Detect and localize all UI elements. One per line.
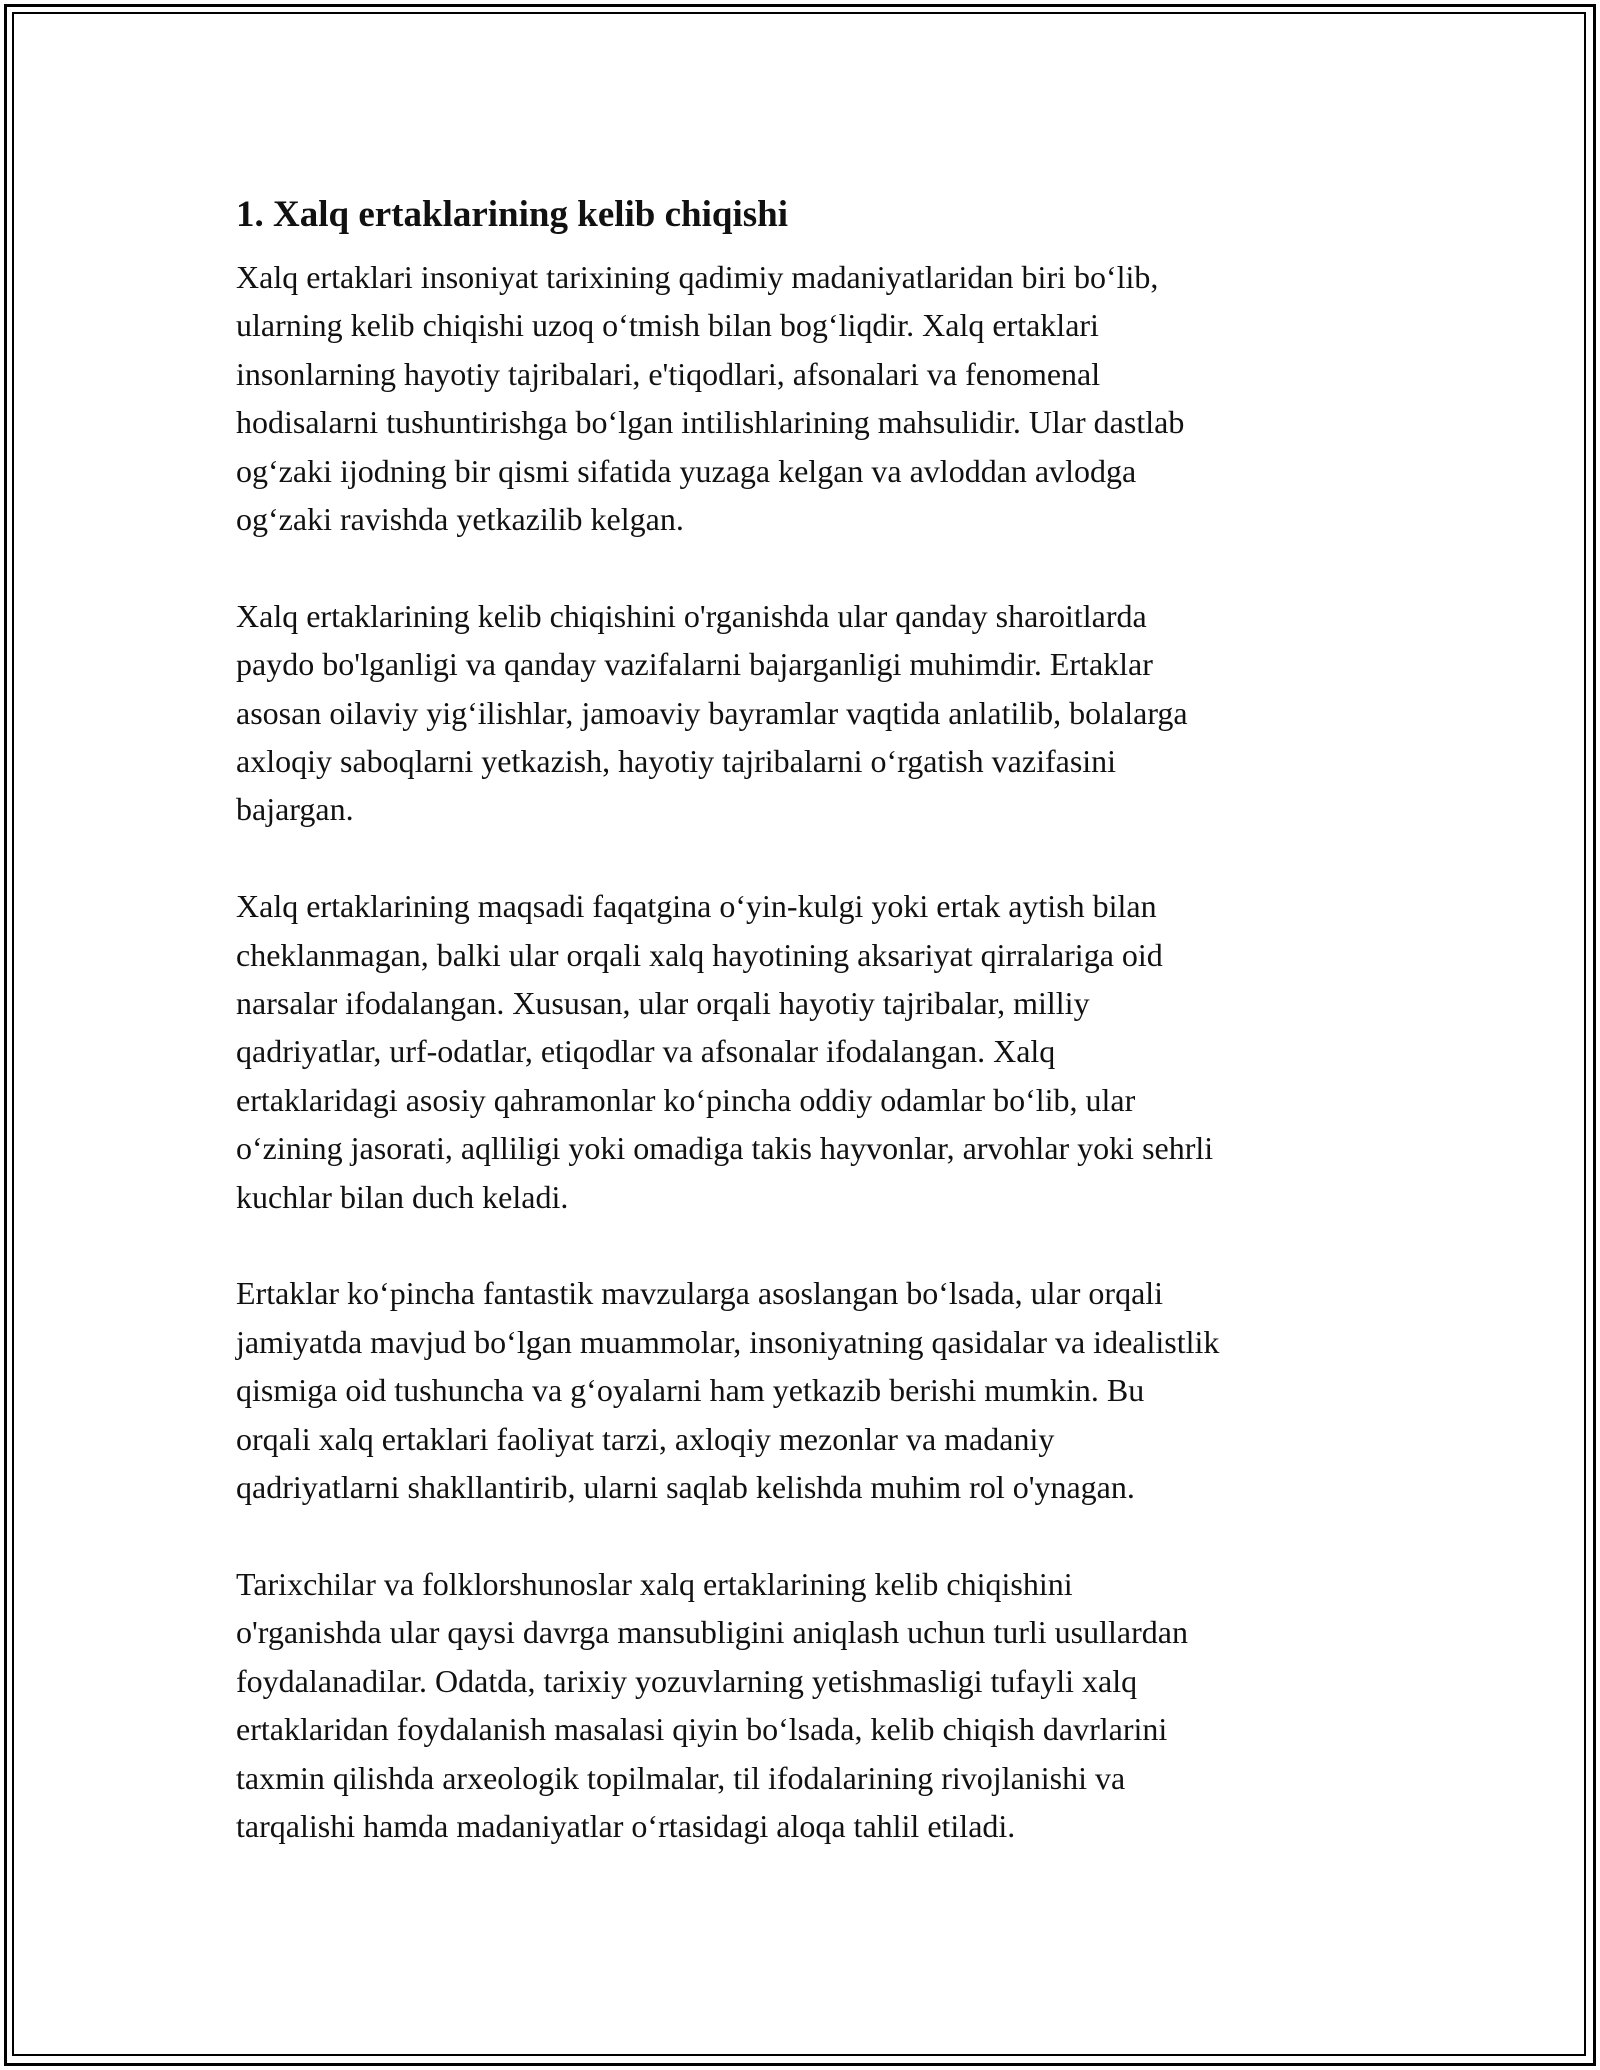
paragraph-2: Xalq ertaklarining kelib chiqishini o'rganishda ular qanday sharoitlarda paydo bo'lganligi va qanday vazifalarni bajarganligi muhimdir. Ertaklar asosan oilaviy yig‘ilishlar, jamoaviy bayramlar vaqtida anlatilib, bolalarga axloqiy saboqlarni yetkazish, hayotiy tajribalarni o‘rgatish vazifasini bajargan. bbox=[236, 597, 1188, 828]
paragraph-3: Xalq ertaklarining maqsadi faqatgina o‘yin-kulgi yoki ertak aytish bilan cheklanmagan, balki ular orqali xalq hayotining aksariyat qirralariga oid narsalar ifodalangan. Xususan, ular orqali hayotiy tajribalar, milliy qadriyatlar, urf-odatlar, etiqodlar va afsonalar ifodalangan. Xalq ertaklaridagi asosiy qahramonlar ko‘pincha oddiy odamlar bo‘lib, ular o‘zining jasorati, aqlliligi yoki omadiga takis hayvonlar, arvohlar yoki sehrli kuchlar bilan duch keladi. bbox=[236, 888, 1214, 1215]
paragraph-5: Tarixchilar va folklorshunoslar xalq ertaklarining kelib chiqishini o'rganishda ular qaysi davrga mansubligini aniqlash uchun turli usullardan foydalanadilar. Odatda, tarixiy yozuvlarning yetishmasligi tufayli xalq ertaklaridan foydalanish masalasi qiyin bo‘lsada, kelib chiqish davrlarini taxmin qilishda arxeologik topilmalar, til ifodalarining rivojlanishi va tarqalishi hamda madaniyatlar o‘rtasidagi aloqa tahlil etiladi. bbox=[236, 1565, 1188, 1844]
document-body bbox=[236, 185, 1376, 1899]
paragraph-4: Ertaklar ko‘pincha fantastik mavzularga asoslangan bo‘lsada, ular orqali jamiyatda mavjud bo‘lgan muammolar, insoniyatning qasidalar va idealistlik qismiga oid tushuncha va g‘oyalarni ham yetkazib berishi mumkin. Bu orqali xalq ertaklari faoliyat tarzi, axloqiy mezonlar va madaniy qadriyatlarni shakllantirib, ularni saqlab kelishda muhim rol o'ynagan. bbox=[236, 1275, 1220, 1506]
paragraph-1: Xalq ertaklari insoniyat tarixining qadimiy madaniyatlaridan biri bo‘lib, ularning kelib chiqishi uzoq o‘tmish bilan bog‘liqdir. Xalq ertaklari insonlarning hayotiy tajribalari, e'tiqodlari, afsonalari va fenomenal hodisalarni tushuntirishga bo‘lgan intilishlarining mahsulidir. Ular dastlab og‘zaki ijodning bir qismi sifatida yuzaga kelgan va avloddan avlodga og‘zaki ravishda yetkazilib kelgan. bbox=[236, 259, 1185, 538]
section-heading: 1. Xalq ertaklarining kelib chiqishi bbox=[236, 194, 789, 235]
